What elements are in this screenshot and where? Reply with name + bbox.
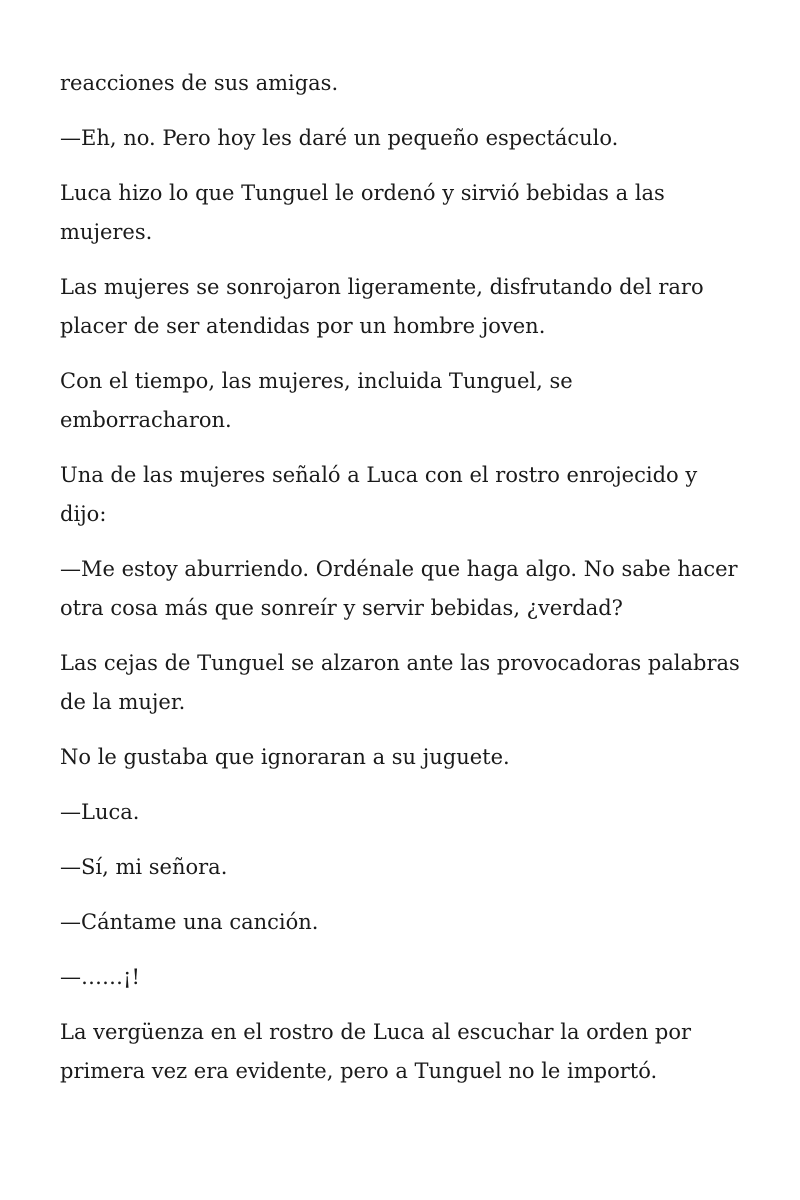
paragraph: Luca hizo lo que Tunguel le ordenó y sirvió bebidas a las mujeres. <box>60 181 665 244</box>
paragraph: —Cántame una canción. <box>60 910 319 934</box>
paragraph: —……¡! <box>60 965 140 989</box>
paragraph: —Me estoy aburriendo. Ordénale que haga algo. No sabe hacer otra cosa más que sonreír y servir bebidas, ¿verdad? <box>60 557 738 620</box>
paragraph: —Luca. <box>60 800 140 824</box>
paragraph: Una de las mujeres señaló a Luca con el rostro enrojecido y dijo: <box>60 463 698 526</box>
paragraph: —Sí, mi señora. <box>60 855 228 879</box>
paragraph: No le gustaba que ignoraran a su juguete. <box>60 745 510 769</box>
paragraph: La vergüenza en el rostro de Luca al escuchar la orden por primera vez era evidente, pero a Tunguel no le importó. <box>60 1020 692 1083</box>
paragraph: Las cejas de Tunguel se alzaron ante las provocadoras palabras de la mujer. <box>60 651 740 714</box>
paragraph: —Eh, no. Pero hoy les daré un pequeño espectáculo. <box>60 126 619 150</box>
paragraph: reacciones de sus amigas. <box>60 71 339 95</box>
paragraph: Con el tiempo, las mujeres, incluida Tunguel, se emborracharon. <box>60 369 573 432</box>
paragraph: Las mujeres se sonrojaron ligeramente, disfrutando del raro placer de ser atendidas por un hombre joven. <box>60 275 704 338</box>
